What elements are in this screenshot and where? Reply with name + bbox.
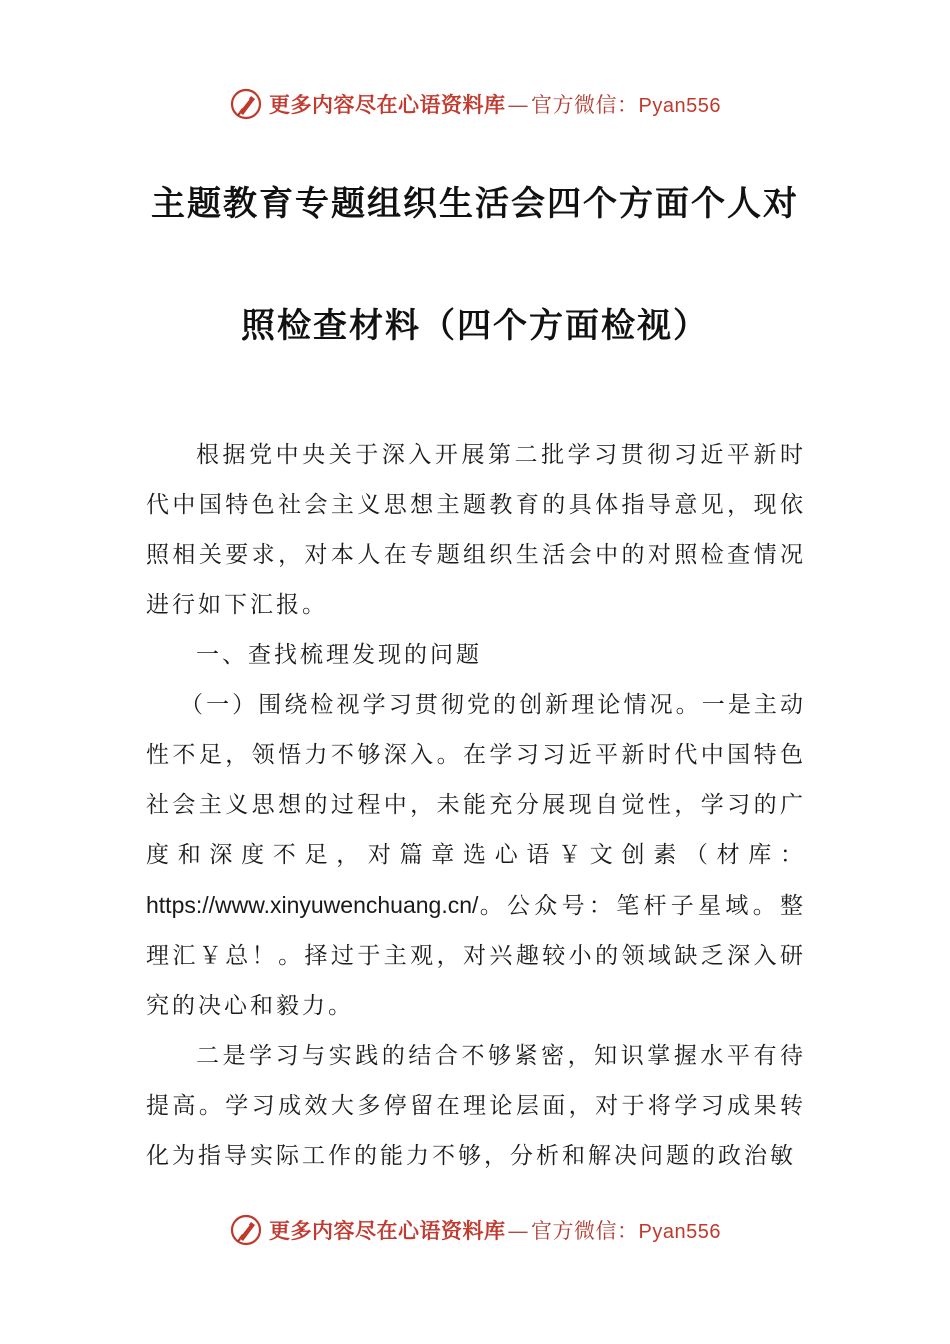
paragraph-section-1-1	[146, 680, 806, 1031]
paragraph-section-1-1-text-a: （一）围绕检视学习贯彻党的创新理论情况。一是主动性不足，领悟力不够深入。在学习习近平新时代中国特色社会主义思想的过程中，未能充分展现自觉性，学习的广度和深度不足，对篇章选心语￥文创素（材库：	[146, 692, 806, 868]
header-banner	[0, 84, 950, 124]
source-link[interactable]: https://www.xinyuwenchuang.cn/	[146, 892, 479, 918]
paragraph-section-1-1-text-b: 。公众号：笔杆子星域。整理汇￥总！。择过于主观，对兴趣较小的领域缺乏深入研究的决心和毅力。	[146, 893, 806, 1019]
banner-label: 官方微信：	[531, 1219, 639, 1243]
paragraph-section-1-2: 二是学习与实践的结合不够紧密，知识掌握水平有待提高。学习成效大多停留在理论层面，对于将学习成果转化为指导实际工作的能力不够，分析和解决问题的政治敏	[146, 1043, 806, 1169]
pen-nib-logo-icon	[229, 87, 263, 121]
document-title-line-2: 照检查材料（四个方面检视）	[241, 306, 709, 346]
section-heading-1: 一、查找梳理发现的问题	[196, 642, 482, 668]
banner-text	[269, 89, 721, 119]
banner-wechat-id: Pyan556	[638, 1221, 721, 1243]
banner-separator: —	[507, 1219, 530, 1243]
banner-separator: —	[507, 93, 530, 117]
footer-banner	[0, 1210, 950, 1250]
banner-main-text: 更多内容尽在心语资料库	[269, 1218, 506, 1243]
paragraph-intro: 根据党中央关于深入开展第二批学习贯彻习近平新时代中国特色社会主义思想主题教育的具体指导意见，现依照相关要求，对本人在专题组织生活会中的对照检查情况进行如下汇报。	[146, 442, 806, 618]
document-body	[146, 430, 806, 1181]
banner-main-text: 更多内容尽在心语资料库	[269, 92, 506, 117]
banner-label: 官方微信：	[531, 93, 639, 117]
pen-nib-logo-icon	[229, 1213, 263, 1247]
banner-text	[269, 1215, 721, 1245]
document-title-line-1: 主题教育专题组织生活会四个方面个人对	[151, 184, 799, 224]
banner-wechat-id: Pyan556	[638, 95, 721, 117]
